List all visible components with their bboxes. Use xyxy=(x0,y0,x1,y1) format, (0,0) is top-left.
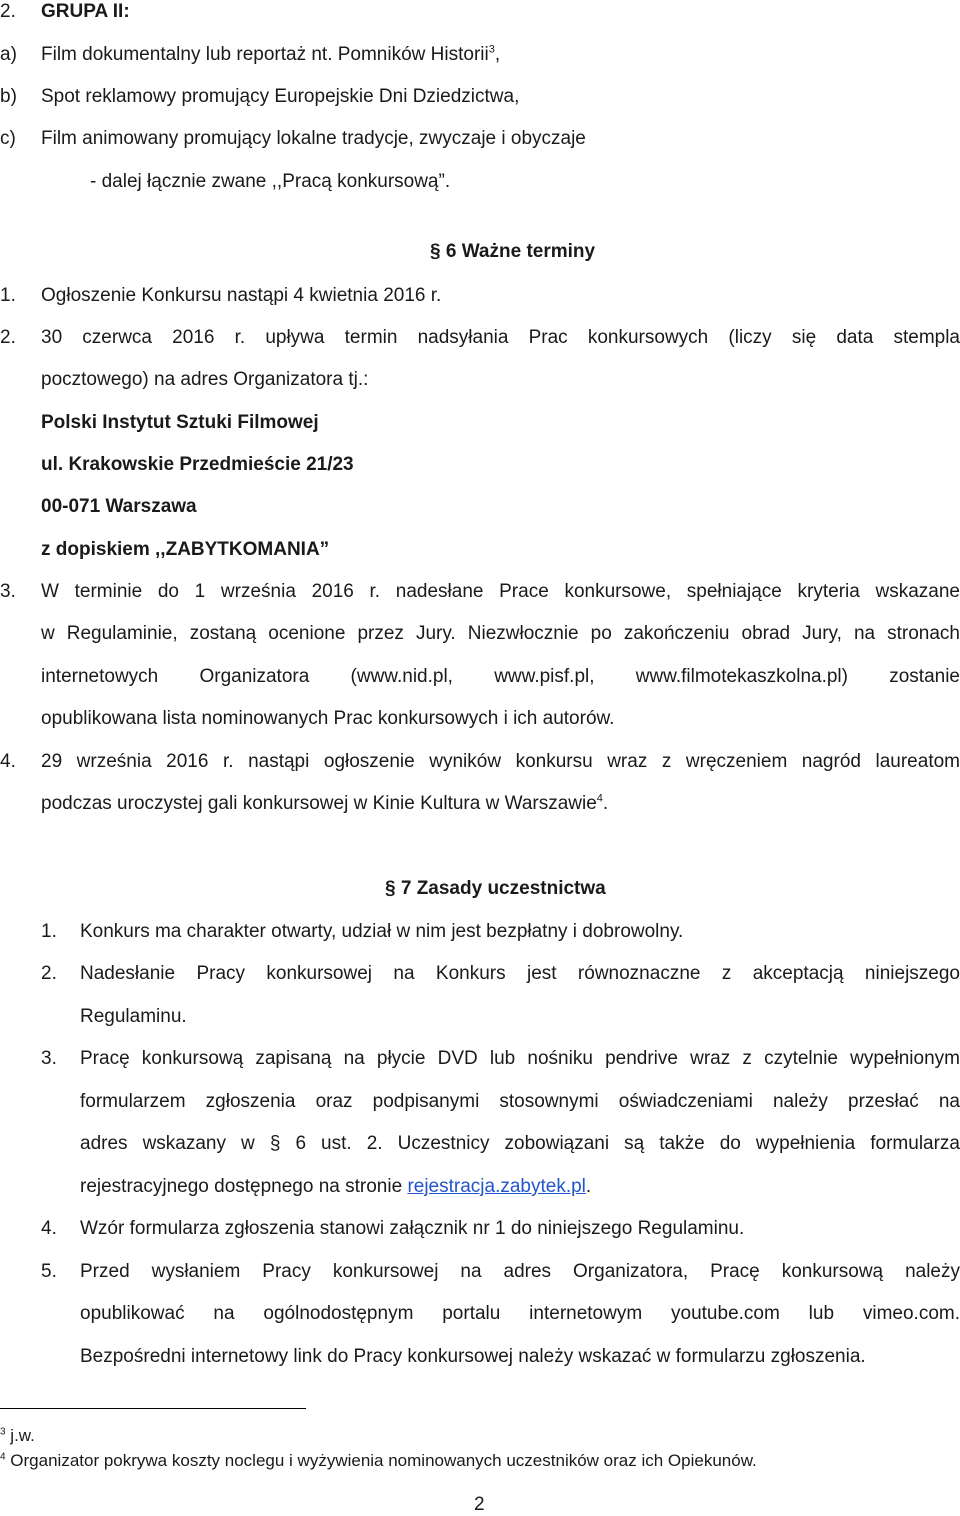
footnote: $^4$ Organizator pokrywa koszty noclegu i wyżywienia nominowanych uczestników oraz ich Opiekunów. xyxy=(0,1451,757,1470)
footnote-separator xyxy=(0,1408,306,1409)
footnote: $^3$ j.w. xyxy=(0,1426,35,1445)
list-item-text: Nadesłanie Pracy konkursowej na Konkurs jest równoznaczne z akceptacją niniejszego xyxy=(80,963,960,984)
group-item-text: Spot reklamowy promujący Europejskie Dni Dziedzictwa, xyxy=(41,86,520,107)
group-item-marker: b) xyxy=(0,86,17,107)
group-item-marker: c) xyxy=(0,128,16,149)
group-title: GRUPA II: xyxy=(41,1,130,22)
group-number: 2. xyxy=(0,1,16,22)
page-number: 2 xyxy=(474,1494,485,1515)
address-line: 00-071 Warszawa xyxy=(41,496,197,517)
list-number: 5. xyxy=(41,1261,57,1282)
list-item-text: opublikowana lista nominowanych Prac konkursowych i ich autorów. xyxy=(41,708,615,729)
list-item-text: Wzór formularza zgłoszenia stanowi załącznik nr 1 do niniejszego Regulaminu. xyxy=(80,1218,745,1239)
list-item-text: W terminie do 1 września 2016 r. nadesłane Prace konkursowe, spełniające kryteria wskazane xyxy=(41,581,960,602)
list-item-text: w Regulaminie, zostaną ocenione przez Jury. Niezwłocznie po zakończeniu obrad Jury, na stronach xyxy=(41,623,960,644)
footnote-ref: 3 xyxy=(488,43,495,56)
list-item-text: Ogłoszenie Konkursu nastąpi 4 kwietnia 2016 r. xyxy=(41,285,442,306)
list-item-text: formularzem zgłoszenia oraz podpisanymi stosownymi oświadczeniami należy przesłać na xyxy=(80,1091,960,1112)
list-item-text: internetowych Organizatora (www.nid.pl, www.pisf.pl, www.filmotekaszkolna.pl) zostanie xyxy=(41,666,960,687)
group-item-marker: a) xyxy=(0,44,17,65)
address-line: Polski Instytut Sztuki Filmowej xyxy=(41,412,319,433)
list-item-text: Przed wysłaniem Pracy konkursowej na adres Organizatora, Pracę konkursową należy xyxy=(80,1261,960,1282)
footnote-ref: 4 xyxy=(596,792,603,805)
list-item-text: 29 września 2016 r. nastąpi ogłoszenie wyników konkursu wraz z wręczeniem nagród laureatom xyxy=(41,751,960,772)
list-number: 3. xyxy=(41,1048,57,1069)
list-number: 2. xyxy=(0,327,16,348)
list-item-text: podczas uroczystej gali konkursowej w Kinie Kultura w Warszawie$^4$. xyxy=(41,792,609,814)
address-line: ul. Krakowskie Przedmieście 21/23 xyxy=(41,454,354,475)
registration-link[interactable]: rejestracja.zabytek.pl xyxy=(407,1176,586,1197)
list-number: 3. xyxy=(0,581,16,602)
section-7-heading: § 7 Zasady uczestnictwa xyxy=(385,878,606,899)
group-note: - dalej łącznie zwane ,,Pracą konkursową”. xyxy=(90,171,451,192)
group-item-text: Film animowany promujący lokalne tradycje, zwyczaje i obyczaje xyxy=(41,128,586,149)
group-item-text: Film dokumentalny lub reportaż nt. Pomników Historii$^3$, xyxy=(41,43,501,65)
section-6-heading: § 6 Ważne terminy xyxy=(430,241,596,262)
list-item-text: Konkurs ma charakter otwarty, udział w nim jest bezpłatny i dobrowolny. xyxy=(80,921,684,942)
list-number: 4. xyxy=(0,751,16,772)
list-number: 2. xyxy=(41,963,57,984)
list-item-text: Regulaminu. xyxy=(80,1006,187,1027)
list-item-text: opublikować na ogólnodostępnym portalu internetowym youtube.com lub vimeo.com. xyxy=(80,1303,960,1324)
list-number: 1. xyxy=(0,285,16,306)
list-item-text: 30 czerwca 2016 r. upływa termin nadsyłania Prac konkursowych (liczy się data stempla xyxy=(41,327,960,348)
list-item-text: adres wskazany w § 6 ust. 2. Uczestnicy zobowiązani są także do wypełnienia formularza xyxy=(80,1133,960,1154)
list-item-text: rejestracyjnego dostępnego na stronie rejestracja.zabytek.pl. xyxy=(80,1176,592,1197)
list-item-text: Bezpośredni internetowy link do Pracy konkursowej należy wskazać w formularzu zgłoszenia. xyxy=(80,1346,866,1367)
list-item-text: Pracę konkursową zapisaną na płycie DVD lub nośniku pendrive wraz z czytelnie wypełnionym xyxy=(80,1048,960,1069)
address-line: z dopiskiem ,,ZABYTKOMANIA” xyxy=(41,539,330,560)
list-number: 4. xyxy=(41,1218,57,1239)
list-number: 1. xyxy=(41,921,57,942)
list-item-text: pocztowego) na adres Organizatora tj.: xyxy=(41,369,369,390)
